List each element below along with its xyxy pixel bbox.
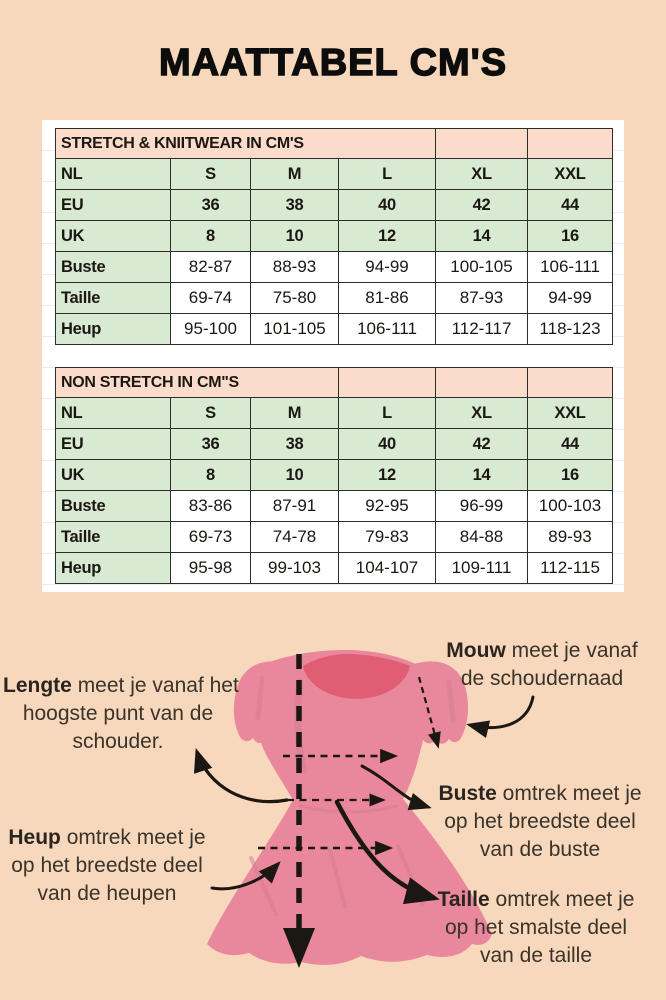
table-row: NL S M L XL XXL	[56, 398, 613, 429]
table-row: Heup 95-98 99-103 104-107 109-111 112-115	[56, 553, 613, 584]
table-row: Buste 83-86 87-91 92-95 96-99 100-103	[56, 491, 613, 522]
stretch-size-table	[55, 128, 613, 345]
table-row: Taille 69-74 75-80 81-86 87-93 94-99	[56, 283, 613, 314]
table-title: STRETCH & KNIITWEAR IN CM'S	[56, 129, 436, 159]
mouw-arrow	[470, 697, 533, 728]
annotation-buste: Buste omtrek meet je op het breedste deel van de buste	[438, 782, 642, 861]
table-header-row	[56, 129, 613, 159]
table-row: EU 36 38 40 42 44	[56, 190, 613, 221]
table-row: Heup 95-100 101-105 106-111 112-117 118-123	[56, 314, 613, 345]
page-title: MAATTABEL CM'S	[158, 42, 508, 84]
table-row: UK 8 10 12 14 16	[56, 460, 613, 491]
annotation-lengte: Lengte meet je vanaf het hoogste punt van de schouder.	[3, 674, 239, 753]
table-row: NL S M L XL XXL	[56, 159, 613, 190]
annotation-heup: Heup omtrek meet je op het breedste deel van de heupen	[8, 826, 206, 905]
table-header-row	[56, 368, 613, 398]
table-row: EU 36 38 40 42 44	[56, 429, 613, 460]
table-row: UK 8 10 12 14 16	[56, 221, 613, 252]
annotation-taille: Taille omtrek meet je op het smalste deel van de taille	[437, 888, 635, 967]
table-title: NON STRETCH IN CM"S	[56, 368, 339, 398]
annotation-mouw: Mouw meet je vanaf de schoudernaad	[446, 639, 638, 690]
table-row: Taille 69-73 74-78 79-83 84-88 89-93	[56, 522, 613, 553]
table-row: Buste 82-87 88-93 94-99 100-105 106-111	[56, 252, 613, 283]
non-stretch-size-table	[55, 367, 613, 584]
